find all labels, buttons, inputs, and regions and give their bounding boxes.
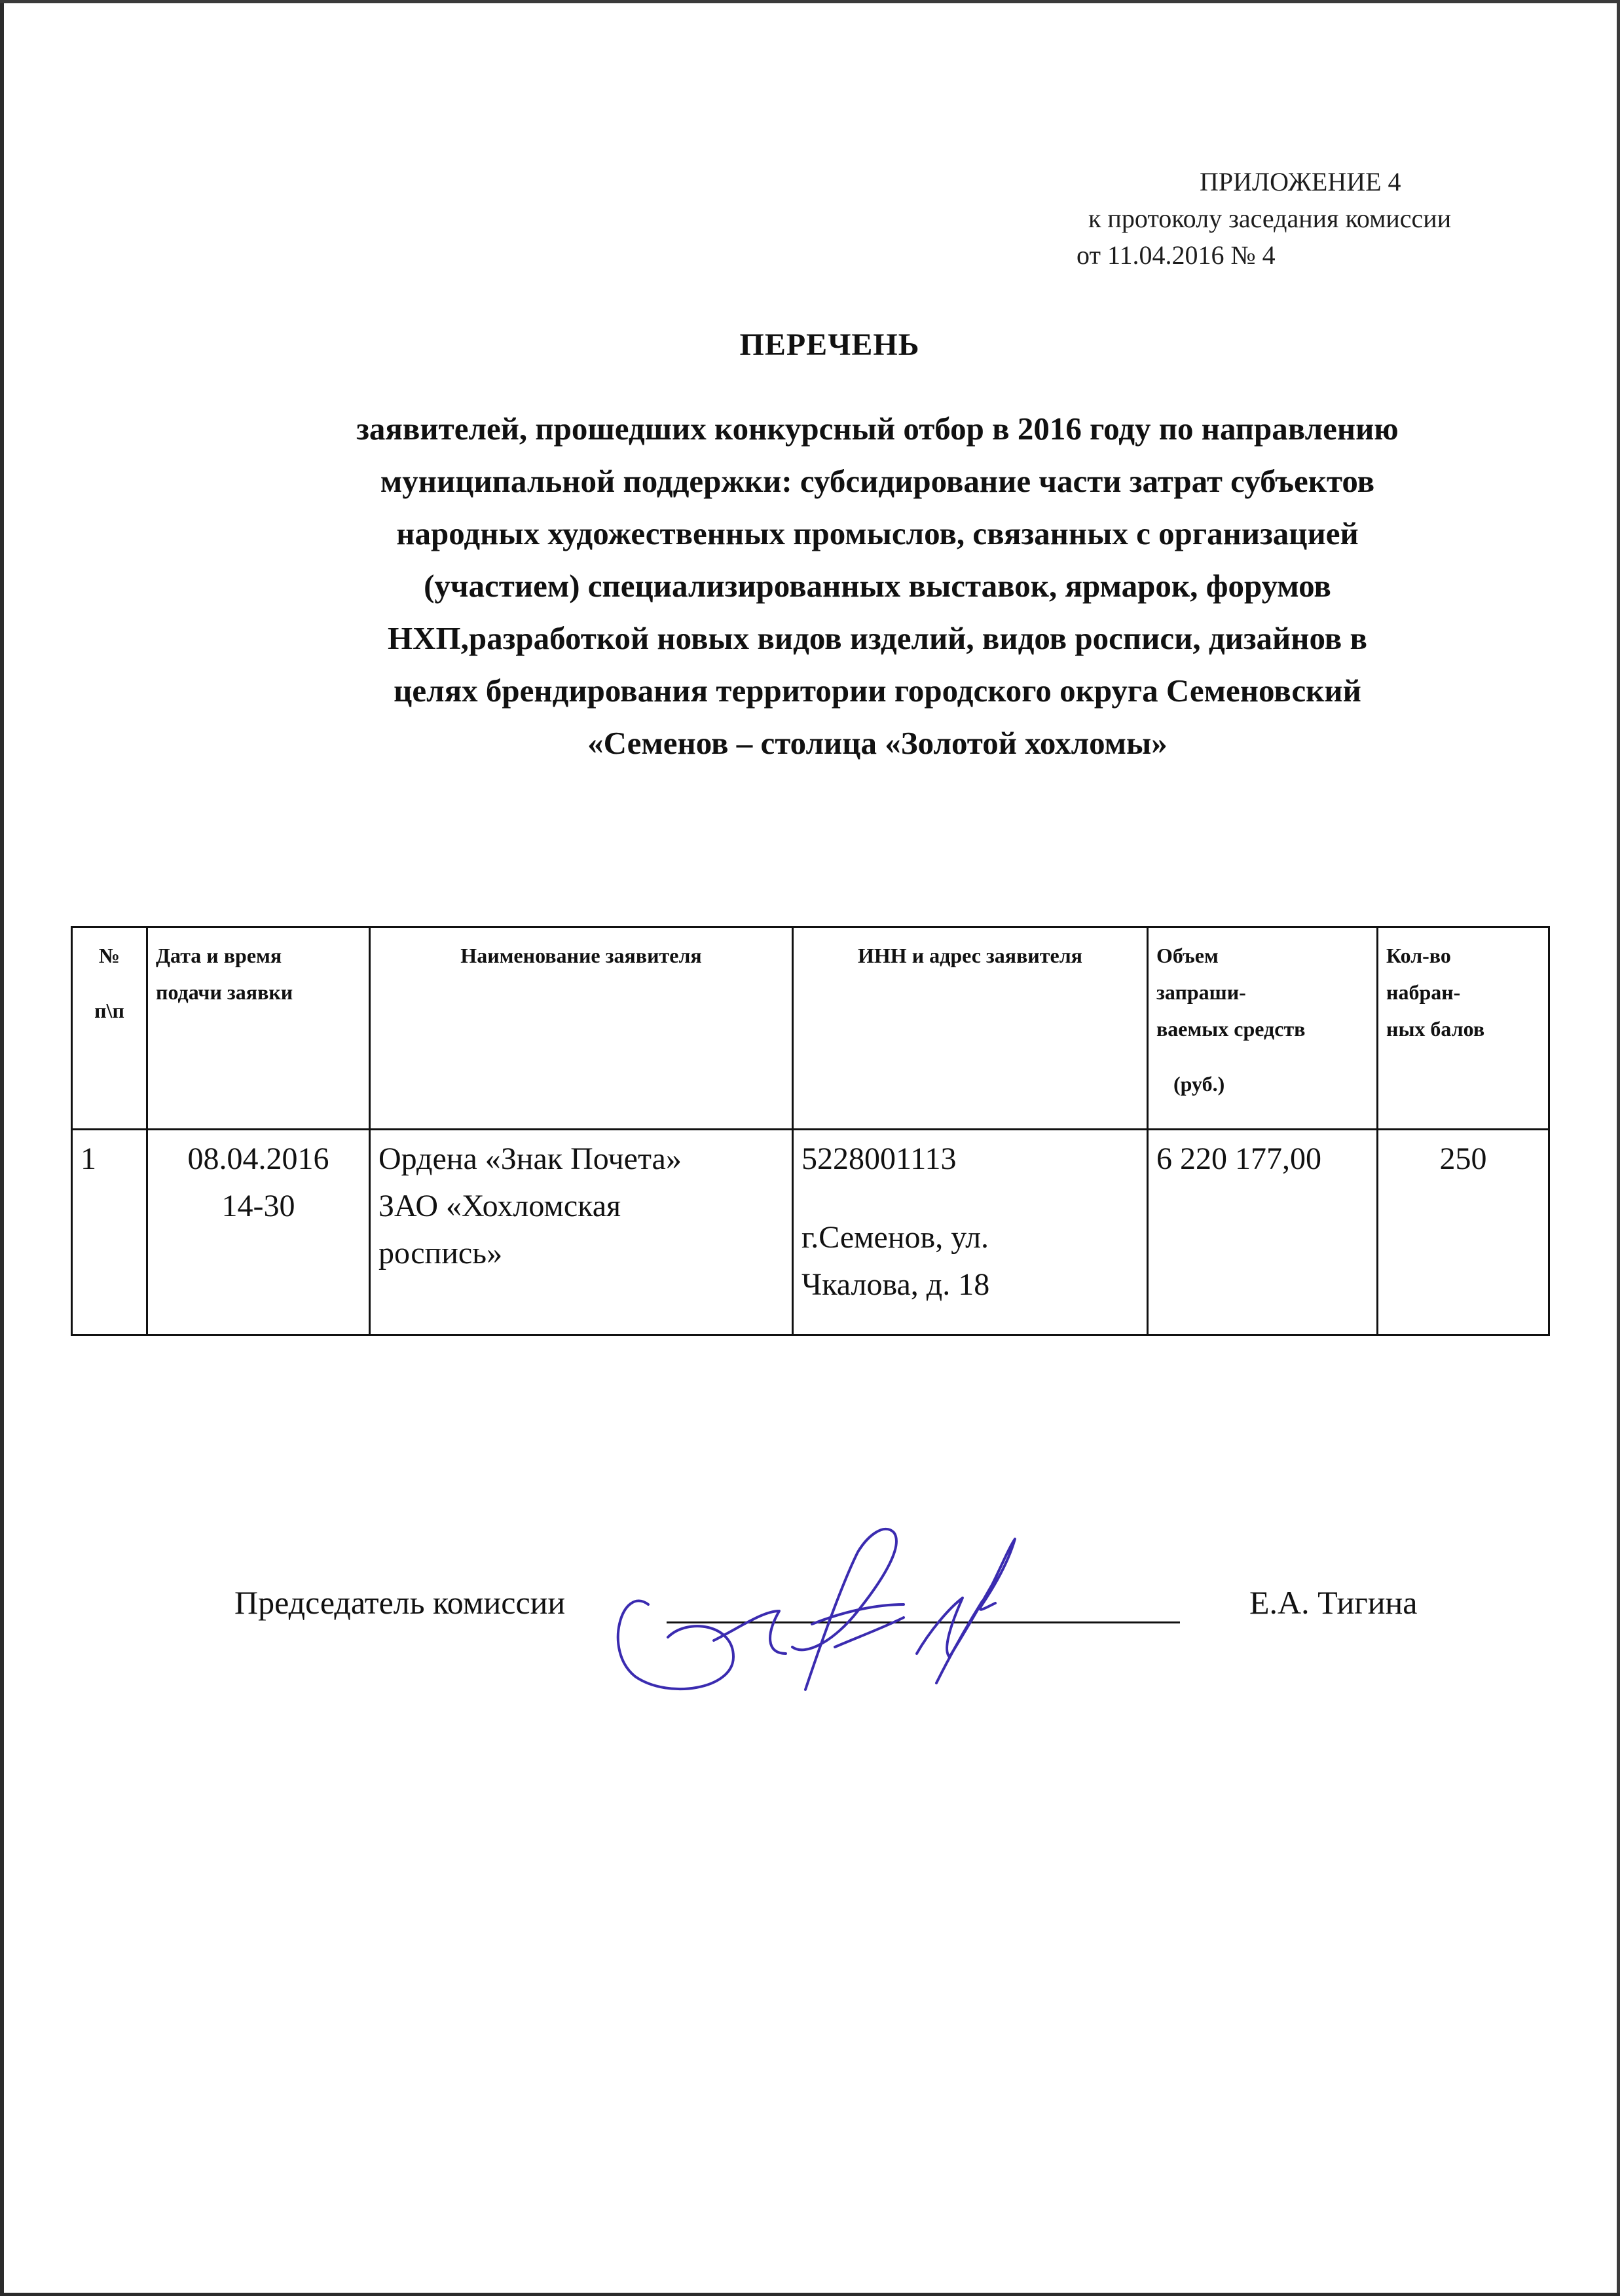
- appendix-header: [1035, 164, 1532, 274]
- cell-applicant-name: Ордена «Знак Почета» ЗАО «Хохломская роспись»: [370, 1130, 793, 1335]
- document-title: ПЕРЕЧЕНЬ: [739, 327, 920, 362]
- table-row: [72, 1130, 1549, 1335]
- table-header-row: [72, 927, 1549, 1130]
- cell-num: 1: [72, 1130, 147, 1335]
- scan-border-top: [0, 0, 1620, 3]
- subtitle-line: целях брендирования территории городского округа Семеновский: [394, 673, 1361, 709]
- signatory-name: Е.А. Тигина: [1249, 1584, 1418, 1621]
- subtitle-line: муниципальной поддержки: субсидирование части затрат субъектов: [380, 463, 1375, 499]
- header-date: Дата и время подачи заявки: [147, 927, 370, 1130]
- cell-amount: 6 220 177,00: [1148, 1130, 1378, 1335]
- address-value: г.Семенов, ул. Чкалова, д. 18: [801, 1220, 990, 1302]
- appendix-number: ПРИЛОЖЕНИЕ 4: [1200, 167, 1401, 196]
- scan-border-bottom: [0, 2293, 1620, 2296]
- submission-date: 08.04.2016: [187, 1141, 329, 1176]
- header-score: Кол-во набран- ных балов: [1378, 927, 1549, 1130]
- subtitle-line: «Семенов – столица «Золотой хохломы»: [587, 725, 1168, 761]
- appendix-reference: к протоколу заседания комиссии: [1088, 204, 1452, 233]
- header-amount: Объем запраши- ваемых средств (руб.): [1148, 927, 1378, 1130]
- cell-inn-address: [793, 1130, 1148, 1335]
- header-num: № п\п: [72, 927, 147, 1130]
- subtitle-line: заявителей, прошедших конкурсный отбор в 2016 году по направлению: [356, 411, 1399, 447]
- subtitle-line: (участием) специализированных выставок, ярмарок, форумов: [424, 568, 1331, 604]
- inn-value: 5228001113: [801, 1141, 957, 1176]
- header-amount-unit: (руб.): [1173, 1072, 1225, 1096]
- cell-date: [147, 1130, 370, 1335]
- header-name: Наименование заявителя: [370, 927, 793, 1130]
- subtitle-line: НХП,разработкой новых видов изделий, видов росписи, дизайнов в: [388, 620, 1367, 656]
- appendix-date: от 11.04.2016 № 4: [1077, 240, 1276, 270]
- cell-score: 250: [1378, 1130, 1549, 1335]
- submission-time: 14-30: [221, 1189, 295, 1223]
- header-inn: ИНН и адрес заявителя: [793, 927, 1148, 1130]
- applicants-table: [71, 926, 1550, 1336]
- document-subtitle: [236, 403, 1519, 769]
- subtitle-line: народных художественных промыслов, связанных с организацией: [396, 515, 1359, 551]
- signature-label: Председатель комиссии: [234, 1584, 566, 1621]
- handwritten-signature: [609, 1487, 1067, 1703]
